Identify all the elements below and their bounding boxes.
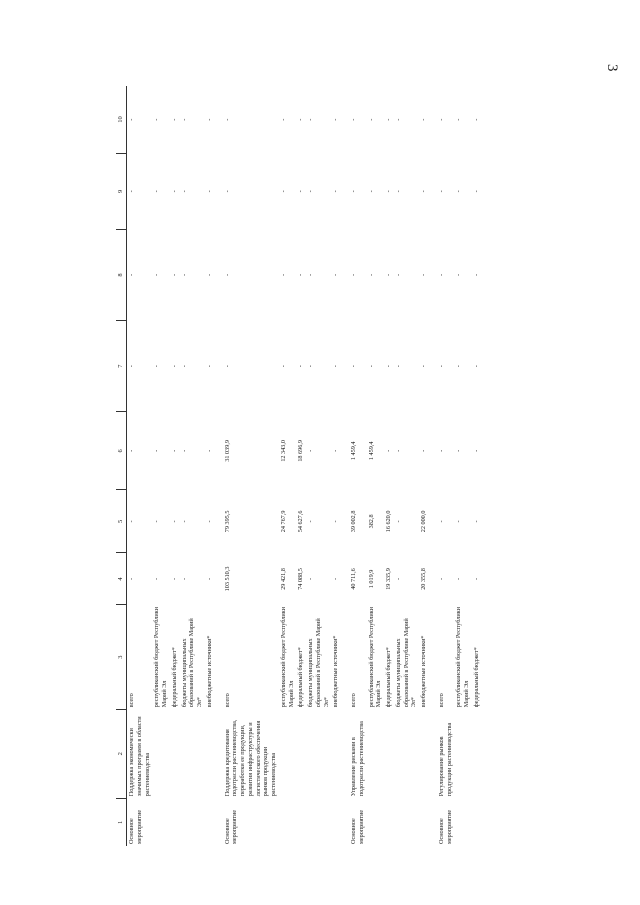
event-type-cell (384, 798, 394, 846)
value-cell: - (128, 118, 136, 121)
value-cell: - (279, 273, 287, 277)
funding-source-cell: внебюджетные источники* (205, 635, 213, 708)
event-type-cell: Основное мероприятие (128, 809, 143, 844)
value-cell: - (297, 273, 305, 277)
value-cell: 19 335,9 (385, 568, 393, 590)
funding-source-cell: всего (223, 693, 231, 708)
value-cell: - (394, 190, 402, 193)
value-cell: - (437, 520, 445, 523)
column-header: 8 (116, 229, 127, 320)
value-cell: - (180, 118, 188, 121)
funding-source-cell: республиканский бюджет Республики Марий Эл (153, 607, 169, 708)
table-row (180, 86, 205, 846)
value-cell: - (170, 520, 178, 523)
row-spacer (341, 86, 349, 846)
rotated-table-region (116, 86, 626, 846)
value-cell: - (128, 520, 136, 523)
value-cell: - (279, 190, 287, 193)
column-header: 6 (116, 412, 127, 490)
event-name-cell (180, 709, 205, 798)
event-type-cell (205, 798, 215, 846)
event-name-cell (384, 709, 394, 798)
column-header: 10 (116, 86, 127, 153)
value-cell: 16 620,0 (385, 510, 393, 533)
value-cell: 29 421,8 (279, 568, 287, 590)
value-cell: - (170, 365, 178, 368)
funding-source-cell: бюджеты муниципальных образований в Республике Марий Эл* (394, 618, 418, 708)
event-name-cell: Регулирование рынков продукции растениеводства (437, 722, 453, 797)
event-name-cell (472, 709, 482, 798)
value-cell: - (350, 273, 358, 277)
value-cell: - (437, 273, 445, 277)
table-row (472, 86, 482, 846)
value-cell: 1 459,4 (350, 441, 358, 461)
row-spacer (215, 86, 223, 846)
value-cell: - (472, 520, 480, 523)
value-cell: - (180, 365, 188, 368)
value-cell: - (223, 365, 231, 368)
event-name-cell (331, 709, 341, 798)
value-cell: - (205, 273, 213, 277)
value-cell: - (153, 118, 161, 121)
value-cell: - (472, 365, 480, 368)
funding-source-cell: республиканский бюджет Республики Марий Эл (279, 607, 295, 708)
table-row (223, 86, 279, 846)
funding-source-cell: федеральный бюджет* (385, 647, 393, 708)
value-cell: - (437, 190, 445, 193)
value-cell: - (472, 449, 480, 452)
value-cell: - (455, 273, 463, 277)
value-cell: - (455, 577, 463, 580)
value-cell: - (153, 520, 161, 523)
value-cell: - (153, 577, 161, 580)
column-header: 5 (116, 490, 127, 553)
value-cell: - (367, 365, 375, 368)
event-type-cell (306, 798, 331, 846)
table-row (306, 86, 331, 846)
value-cell: - (394, 449, 402, 452)
column-header: 3 (116, 605, 127, 709)
event-type-cell (279, 798, 297, 846)
value-cell: - (437, 365, 445, 368)
event-type-cell (331, 798, 341, 846)
event-type-cell (472, 798, 482, 846)
event-name-cell (306, 709, 331, 798)
value-cell: - (153, 273, 161, 277)
value-cell: - (367, 118, 375, 121)
value-cell: - (170, 449, 178, 452)
funding-source-cell: федеральный бюджет* (472, 647, 480, 708)
value-cell: - (394, 273, 402, 277)
value-cell: - (420, 449, 428, 452)
value-cell: - (472, 577, 480, 580)
event-type-cell: Основное мероприятие (223, 809, 239, 844)
value-cell: 12 343,0 (279, 440, 287, 462)
value-cell: - (180, 449, 188, 452)
value-cell: - (332, 520, 340, 523)
event-name-cell (296, 709, 306, 798)
value-cell: - (394, 365, 402, 368)
value-cell: 103 510,3 (223, 566, 231, 592)
table-row (331, 86, 341, 846)
event-name-cell: Поддержка экономически значимых программ в области растениеводства (128, 716, 151, 797)
value-cell: - (128, 577, 136, 580)
funding-source-cell: всего (350, 693, 358, 708)
table-row (454, 86, 472, 846)
value-cell: - (170, 577, 178, 580)
funding-source-cell: всего (128, 693, 136, 708)
value-cell: - (297, 118, 305, 121)
value-cell: - (332, 273, 340, 277)
value-cell: 1 019,9 (367, 569, 375, 589)
event-name-cell (367, 709, 385, 798)
value-cell: - (394, 118, 402, 121)
value-cell: - (455, 365, 463, 368)
event-type-cell (170, 798, 180, 846)
event-name-cell: Поддержка кредитования подотрасли растениеводства, переработки ее продукции, развития инфраструктуры и логистического обеспечения рынков продукции растениеводства (223, 719, 278, 797)
funding-source-cell: внебюджетные источники* (420, 635, 428, 708)
value-cell: - (332, 190, 340, 193)
value-cell: - (153, 190, 161, 193)
value-cell: - (170, 273, 178, 277)
event-type-cell (152, 798, 170, 846)
row-spacer (429, 86, 437, 846)
column-header: 9 (116, 153, 127, 229)
value-cell: - (153, 365, 161, 368)
funding-source-cell: федеральный бюджет* (170, 647, 178, 708)
value-cell: - (170, 118, 178, 121)
value-cell: - (385, 449, 393, 452)
table-row (279, 86, 297, 846)
event-type-cell (296, 798, 306, 846)
value-cell: - (350, 118, 358, 121)
value-cell: - (367, 273, 375, 277)
value-cell: - (307, 520, 315, 523)
event-type-cell (180, 798, 205, 846)
event-name-cell (454, 709, 472, 798)
value-cell: - (350, 365, 358, 368)
value-cell: - (180, 273, 188, 277)
event-name-cell (279, 709, 297, 798)
header-row (116, 86, 127, 846)
value-cell: - (307, 118, 315, 121)
value-cell: - (385, 273, 393, 277)
value-cell: - (385, 118, 393, 121)
funding-source-cell: внебюджетные источники* (332, 635, 340, 708)
value-cell: - (472, 190, 480, 193)
value-cell: - (385, 190, 393, 193)
event-name-cell (152, 709, 170, 798)
table-row (205, 86, 215, 846)
value-cell: - (437, 118, 445, 121)
table-row (437, 86, 455, 846)
event-type-cell (367, 798, 385, 846)
table-row (384, 86, 394, 846)
value-cell: 24 767,9 (279, 510, 287, 533)
event-name-cell: Управление рисками в подотрасли растениеводства (350, 721, 365, 797)
value-cell: - (180, 577, 188, 580)
value-cell: 20 355,8 (420, 568, 428, 590)
column-header: 1 (116, 798, 127, 846)
value-cell: - (394, 577, 402, 580)
budget-table (116, 86, 482, 846)
value-cell: 18 696,9 (297, 440, 305, 462)
value-cell: - (455, 118, 463, 121)
value-cell: - (455, 520, 463, 523)
funding-source-cell: всего (437, 693, 445, 708)
value-cell: - (455, 449, 463, 452)
table-row (419, 86, 429, 846)
value-cell: - (279, 365, 287, 368)
value-cell: - (420, 273, 428, 277)
event-type-cell: Основное мероприятие (437, 809, 453, 844)
value-cell: - (205, 190, 213, 193)
table-row (349, 86, 367, 846)
value-cell: - (153, 449, 161, 452)
value-cell: - (307, 449, 315, 452)
value-cell: - (420, 365, 428, 368)
table-row (394, 86, 419, 846)
column-header: 7 (116, 321, 127, 412)
table-row (152, 86, 170, 846)
funding-source-cell: федеральный бюджет* (297, 647, 305, 708)
event-type-cell: Основное мероприятие (350, 809, 365, 844)
value-cell: - (307, 577, 315, 580)
event-type-cell (419, 798, 429, 846)
value-cell: - (420, 118, 428, 121)
value-cell: - (297, 190, 305, 193)
page-number: 3 (604, 64, 620, 72)
value-cell: - (332, 118, 340, 121)
value-cell: - (332, 577, 340, 580)
value-cell: 54 627,6 (297, 510, 305, 533)
event-type-cell (454, 798, 472, 846)
value-cell: - (205, 365, 213, 368)
value-cell: - (394, 520, 402, 523)
funding-source-cell: бюджеты муниципальных образований в Республике Марий Эл* (307, 618, 330, 708)
value-cell: - (472, 118, 480, 121)
value-cell: - (307, 365, 315, 368)
value-cell: - (297, 365, 305, 368)
value-cell: - (307, 190, 315, 193)
value-cell: - (128, 273, 136, 277)
value-cell: - (437, 449, 445, 452)
table-row (296, 86, 306, 846)
value-cell: - (350, 190, 358, 193)
value-cell: - (205, 118, 213, 121)
value-cell: 31 039,9 (223, 440, 231, 462)
event-name-cell (419, 709, 429, 798)
event-name-cell (170, 709, 180, 798)
value-cell: - (205, 577, 213, 580)
funding-source-cell: республиканский бюджет Республики Марий Эл (367, 607, 383, 708)
value-cell: - (223, 118, 231, 121)
value-cell: - (128, 190, 136, 193)
table-row (170, 86, 180, 846)
value-cell: - (420, 190, 428, 193)
value-cell: - (385, 365, 393, 368)
table-row (127, 86, 153, 846)
event-name-cell (205, 709, 215, 798)
value-cell: 22 000,0 (420, 510, 428, 533)
value-cell: 79 395,5 (223, 510, 231, 533)
table-row (367, 86, 385, 846)
value-cell: - (128, 365, 136, 368)
funding-source-cell: республиканский бюджет Республики Марий Эл (455, 607, 471, 708)
value-cell: - (307, 273, 315, 277)
value-cell: - (332, 365, 340, 368)
value-cell: 382,8 (367, 514, 375, 529)
value-cell: 74 088,5 (297, 568, 305, 590)
value-cell: - (332, 449, 340, 452)
column-header: 2 (116, 709, 127, 798)
value-cell: - (180, 190, 188, 193)
event-type-cell (394, 798, 419, 846)
value-cell: - (128, 449, 136, 452)
column-header: 4 (116, 553, 127, 605)
value-cell: - (437, 577, 445, 580)
value-cell: - (205, 520, 213, 523)
value-cell: - (223, 190, 231, 193)
value-cell: - (472, 273, 480, 277)
value-cell: - (180, 520, 188, 523)
value-cell: 39 002,8 (350, 510, 358, 533)
value-cell: - (223, 273, 231, 277)
value-cell: - (279, 118, 287, 121)
value-cell: - (205, 449, 213, 452)
value-cell: - (170, 190, 178, 193)
value-cell: - (455, 190, 463, 193)
value-cell: 1 459,4 (367, 441, 375, 461)
value-cell: 40 711,6 (350, 568, 358, 590)
funding-source-cell: бюджеты муниципальных образований в Республике Марий Эл* (180, 618, 204, 708)
value-cell: - (367, 190, 375, 193)
event-name-cell (394, 709, 419, 798)
